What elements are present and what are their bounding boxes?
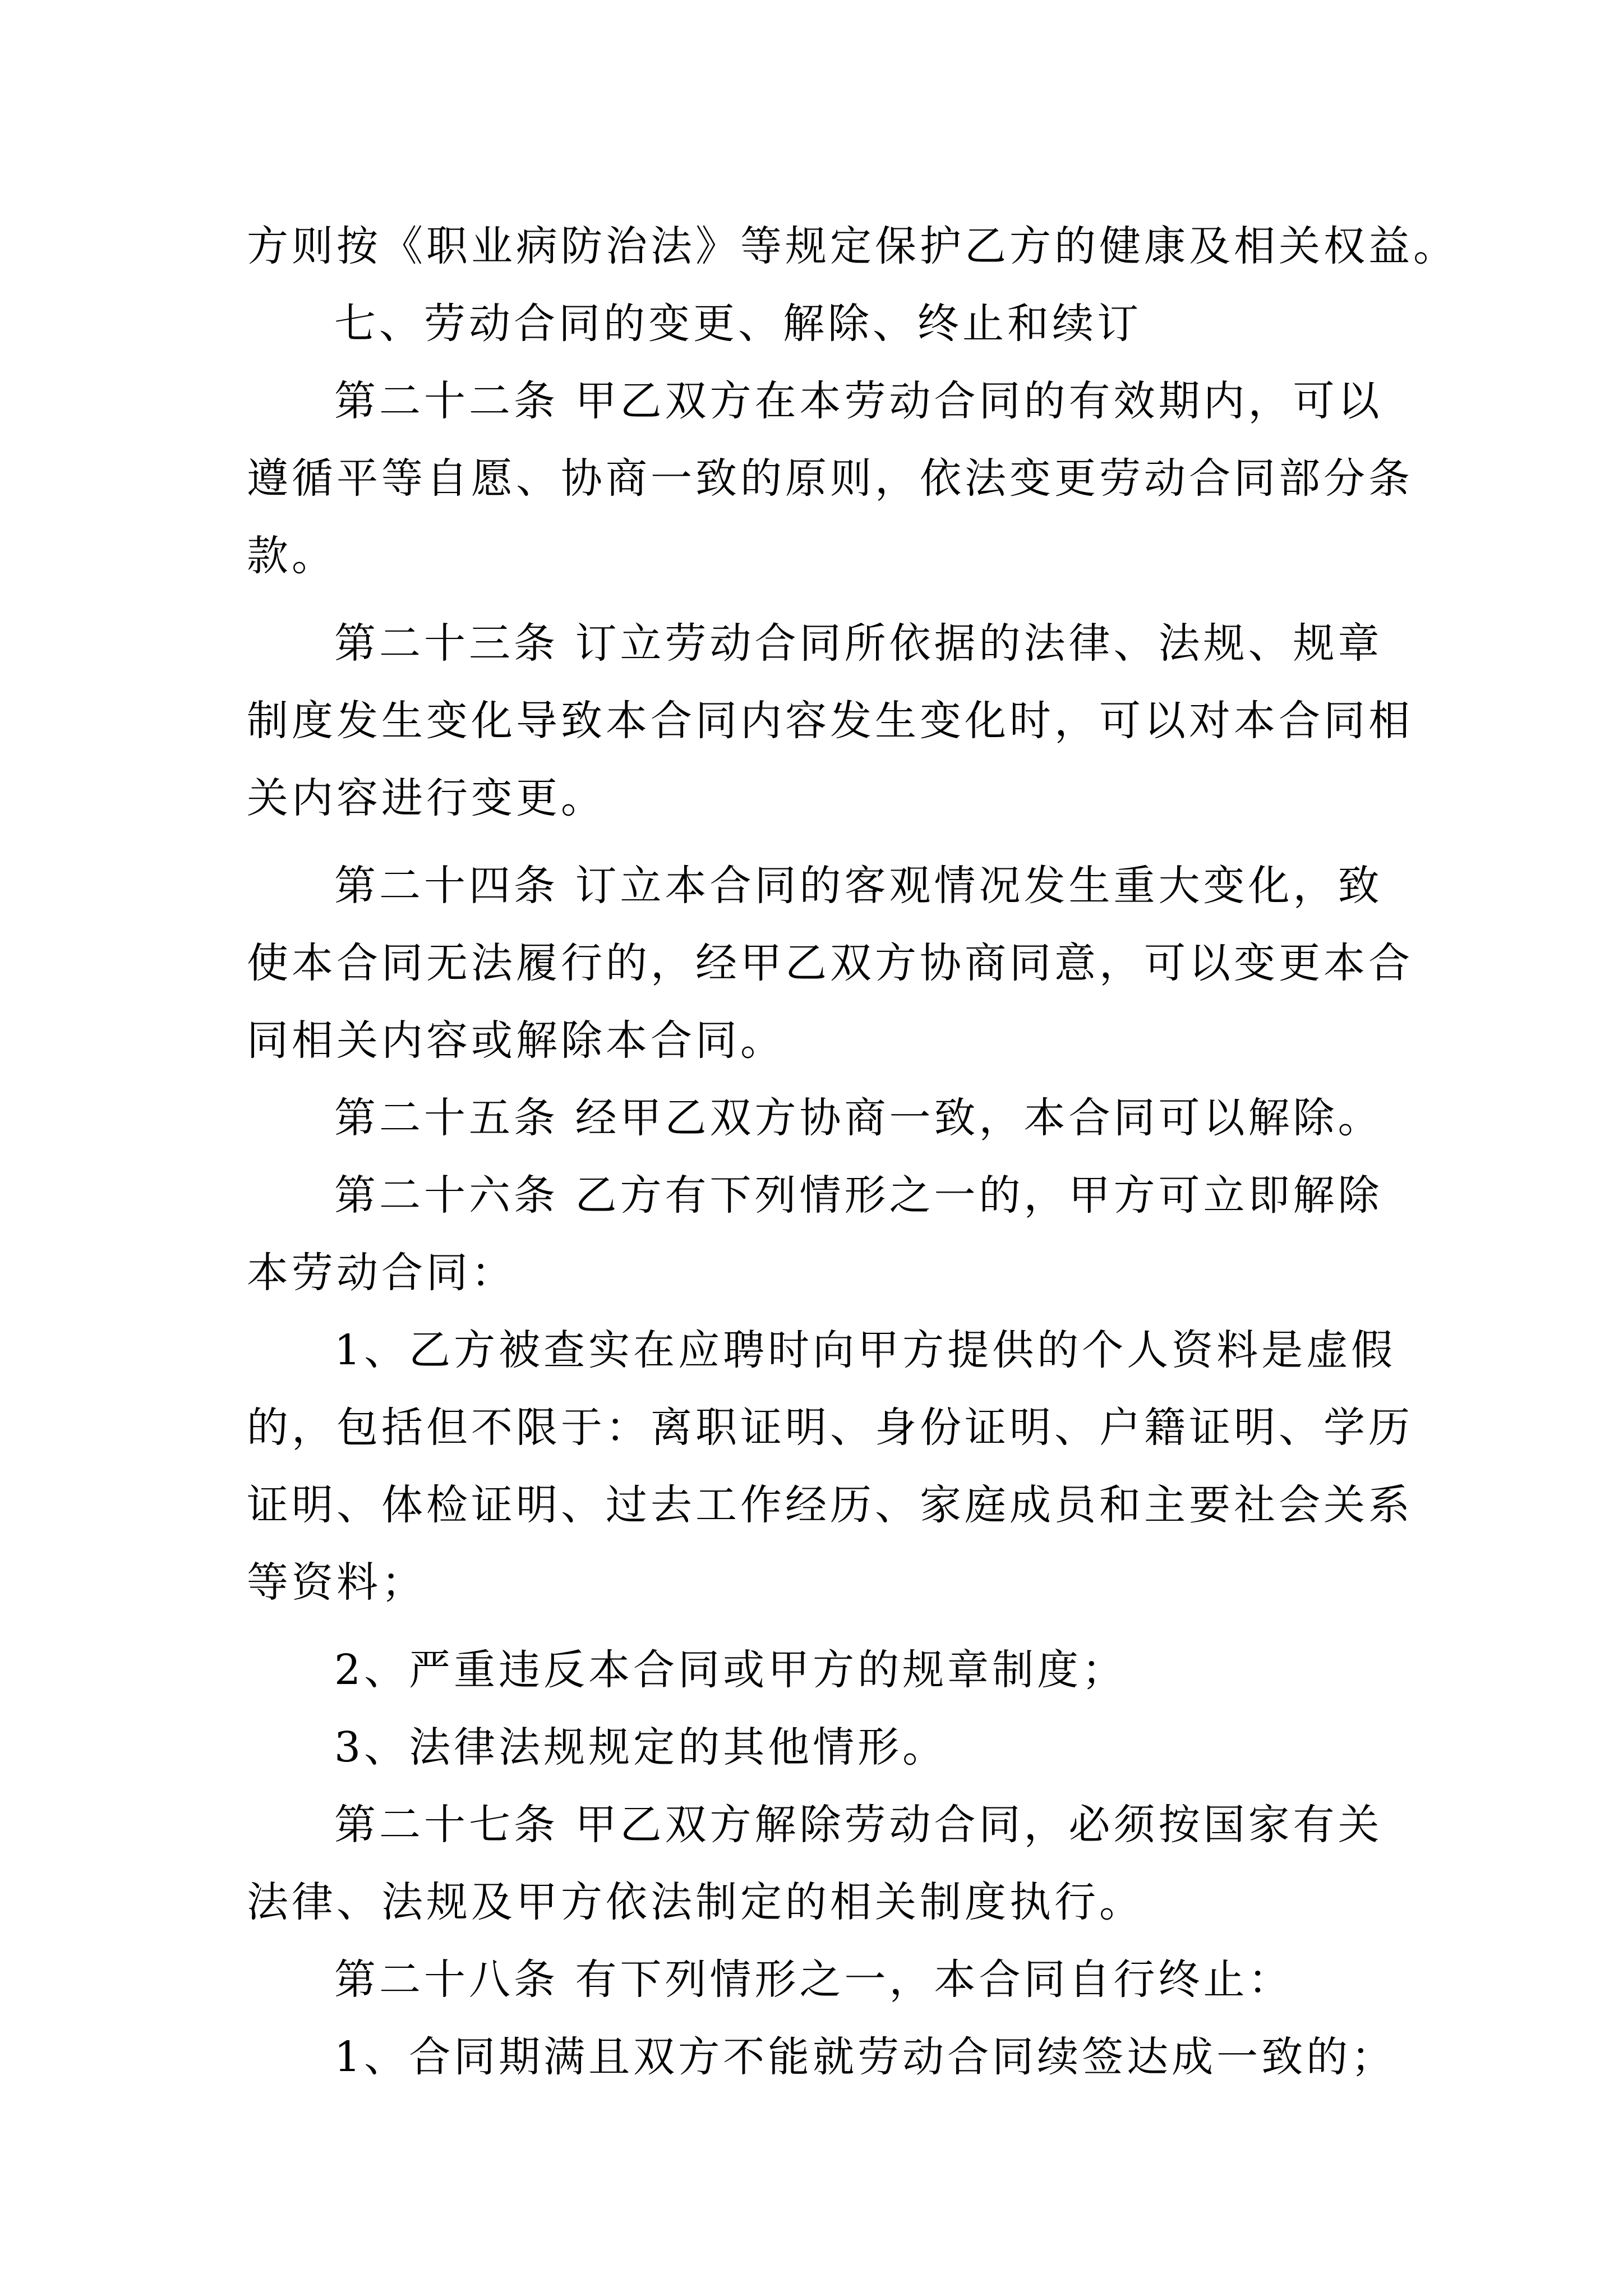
item-2-line-1: 2、严重违反本合同或甲方的规章制度； [334, 1646, 1127, 1694]
article-23-line-2: 制度发生变化导致本合同内容发生变化时，可以对本合同相 [247, 697, 1413, 745]
article-23-line-1: 第二十三条 订立劳动合同所依据的法律、法规、规章 [334, 619, 1383, 668]
item-1-line-2: 的，包括但不限于：离职证明、身份证明、户籍证明、学历 [247, 1404, 1413, 1452]
article-28-item-1: 1、合同期满且双方不能就劳动合同续签达成一致的； [334, 2033, 1396, 2081]
body-line: 方则按《职业病防治法》等规定保护乙方的健康及相关权益。 [247, 222, 1458, 270]
item-1-line-4: 等资料； [247, 1558, 426, 1607]
article-25-line-1: 第二十五条 经甲乙双方协商一致，本合同可以解除。 [334, 1094, 1383, 1142]
article-22-line-1: 第二十二条 甲乙双方在本劳动合同的有效期内，可以 [334, 377, 1383, 425]
article-27-line-2: 法律、法规及甲方依法制定的相关制度执行。 [247, 1878, 1144, 1926]
article-28-line-1: 第二十八条 有下列情形之一，本合同自行终止： [334, 1955, 1293, 2004]
article-23-line-3: 关内容进行变更。 [247, 774, 606, 822]
item-3-line-1: 3、法律法规规定的其他情形。 [334, 1723, 948, 1772]
document-page [247, 208, 1458, 2096]
article-24-line-3: 同相关内容或解除本合同。 [247, 1016, 785, 1065]
article-26-line-1: 第二十六条 乙方有下列情形之一的，甲方可立即解除 [334, 1171, 1383, 1220]
item-1-line-1: 1、乙方被查实在应聘时向甲方提供的个人资料是虚假 [334, 1326, 1396, 1374]
article-22-line-2: 遵循平等自愿、协商一致的原则，依法变更劳动合同部分条 [247, 454, 1413, 503]
article-24-line-1: 第二十四条 订立本合同的客观情况发生重大变化，致 [334, 862, 1383, 910]
article-26-line-2: 本劳动合同： [247, 1249, 516, 1297]
article-22-line-3: 款。 [247, 532, 336, 580]
article-24-line-2: 使本合同无法履行的，经甲乙双方协商同意，可以变更本合 [247, 939, 1413, 987]
item-1-line-3: 证明、体检证明、过去工作经历、家庭成员和主要社会关系 [247, 1481, 1413, 1529]
section-heading: 七、劳动合同的变更、解除、终止和续订 [334, 300, 1142, 348]
article-27-line-1: 第二十七条 甲乙双方解除劳动合同，必须按国家有关 [334, 1801, 1383, 1849]
